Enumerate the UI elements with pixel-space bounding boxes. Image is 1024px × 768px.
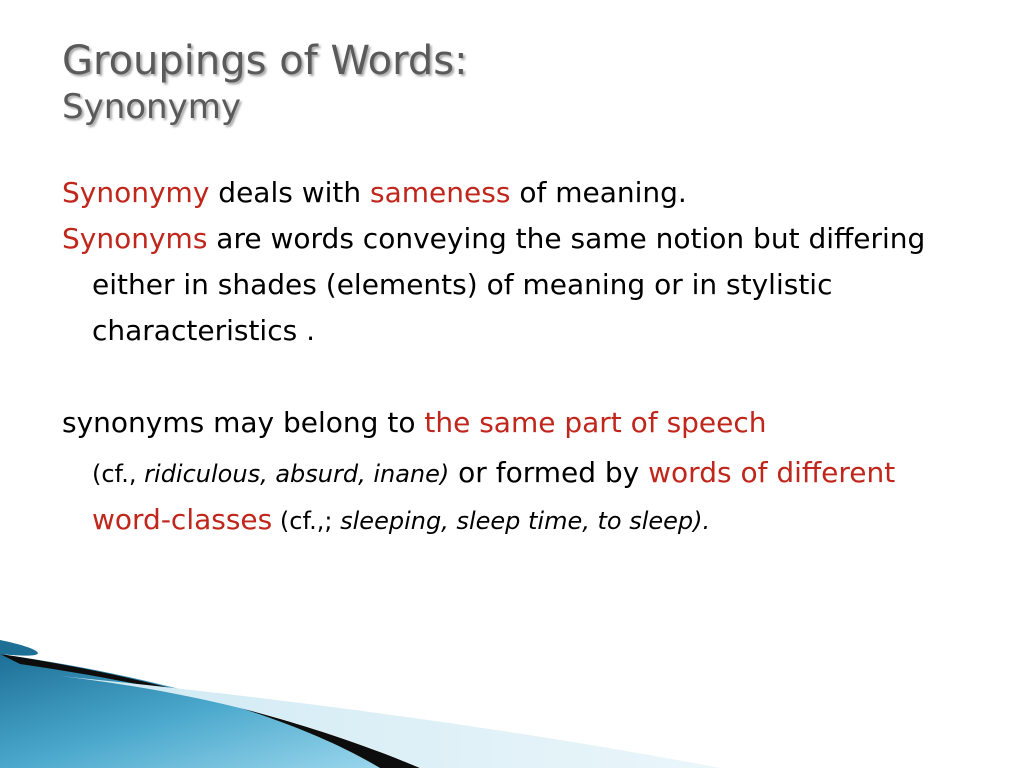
paragraph-examples [92,450,972,544]
paragraph-part-of-speech [62,400,972,446]
term-synonyms: Synonyms [62,222,208,255]
examples-adjectives: ridiculous, absurd, inane) [144,460,450,488]
term-same-part-of-speech: the same part of speech [424,406,767,439]
text: of meaning. [510,176,687,209]
examples-sleep: sleeping, sleep time, to sleep). [340,507,711,535]
text: deals with [209,176,371,209]
paragraph-synonymy-definition [62,170,972,216]
slide-body [62,170,972,544]
title-line-1: Groupings of Words: [62,38,468,84]
term-different-word-classes: words of different word-classes [92,456,896,536]
paragraph-synonyms-definition [62,216,972,354]
term-synonymy: Synonymy [62,176,210,209]
title-line-2: Synonymy [62,87,241,127]
text: (cf., [92,460,145,488]
text: or formed by [449,456,649,489]
text: synonyms may belong to [62,406,425,439]
text: (cf.,; [272,507,341,535]
text: are words conveying the same notion but differing either in shades (elements) of meaning or in stylistic characteristics . [92,222,926,347]
slide-title [62,38,468,129]
decorative-wave [0,640,1024,768]
term-sameness: sameness [370,176,511,209]
